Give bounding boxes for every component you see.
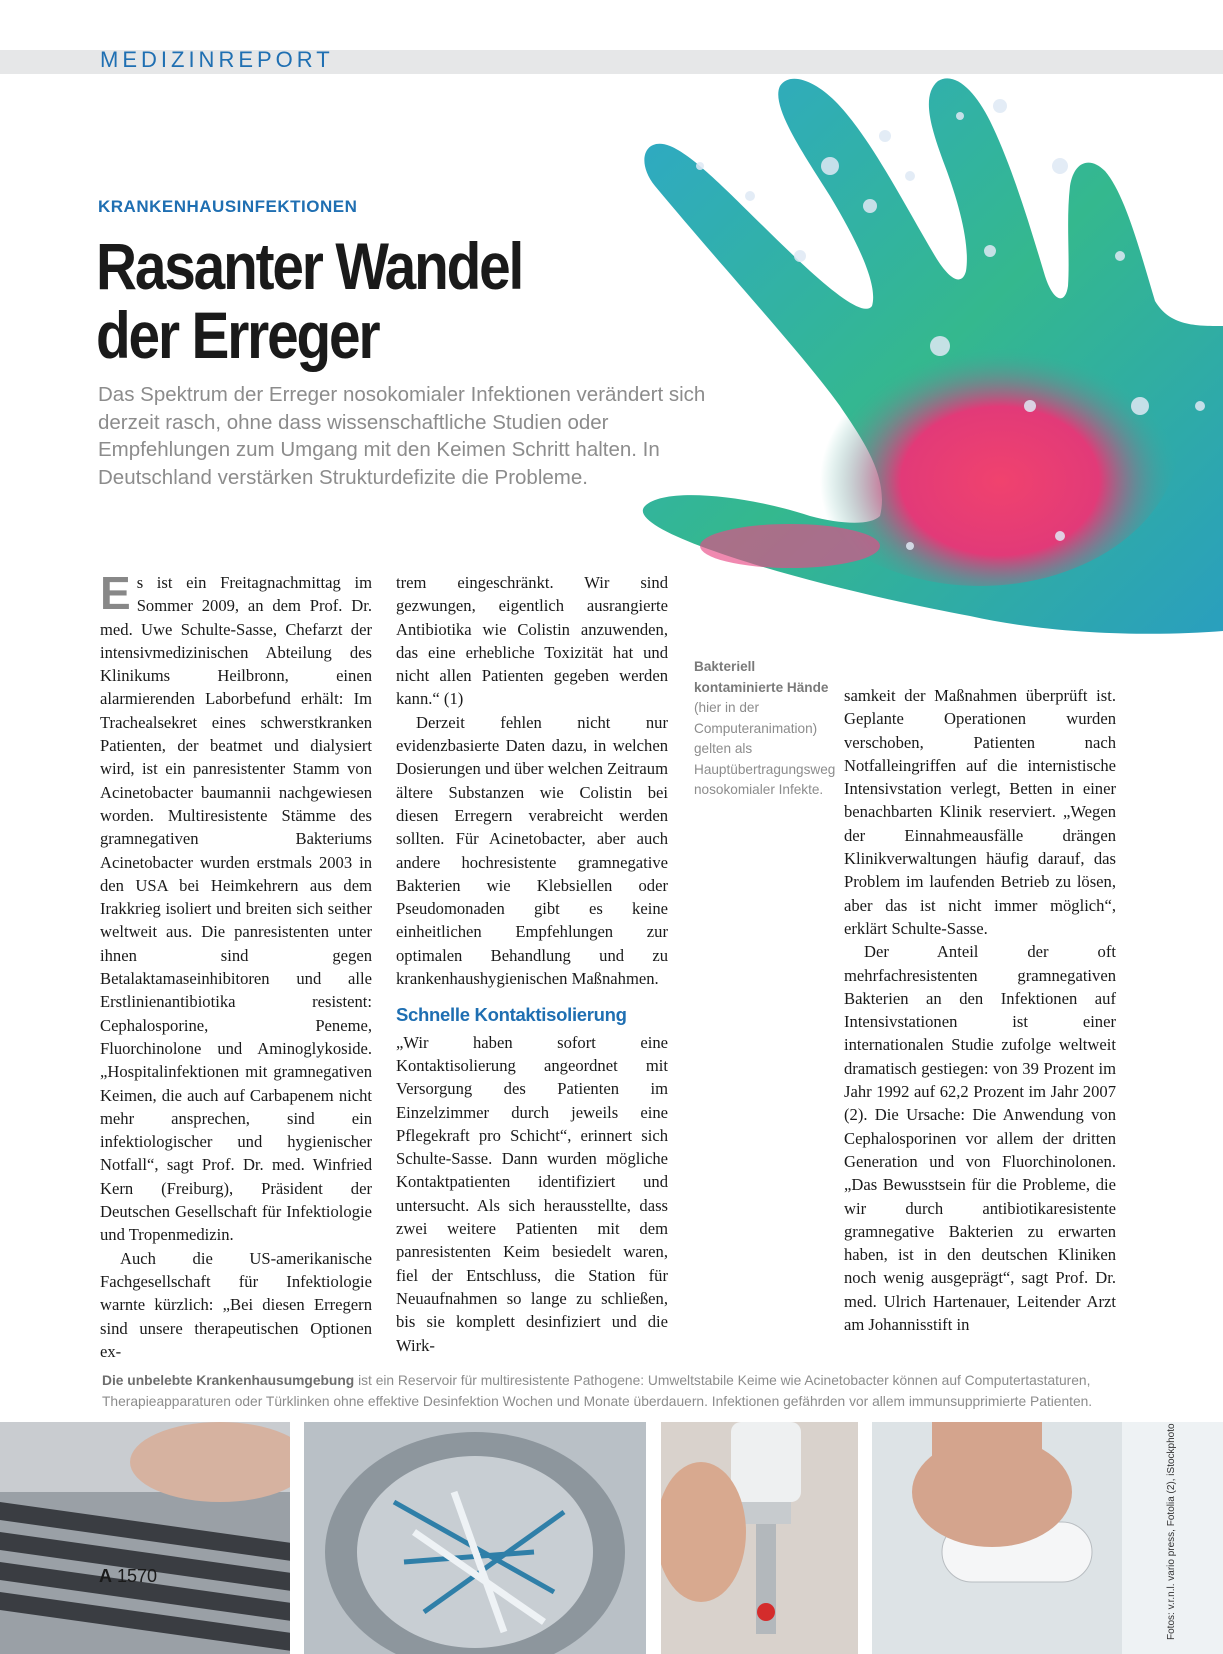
- subheading: Schnelle Kontaktisolierung: [396, 1004, 627, 1026]
- caption-text: ist ein Reservoir für multiresistente Pathogene: Umweltstabile Keime wie Acinetobacter können auf Computertastaturen, Therapieapparaturen oder Türklinken ohne effektive Desinfektion Wochen und Monate überdauern. Infektionen gefährden vor allem immunsupprimierte Patienten.: [102, 1373, 1093, 1409]
- article-kicker: KRANKENHAUSINFEKTIONEN: [98, 197, 358, 216]
- section-label: MEDIZINREPORT: [100, 47, 334, 72]
- caption-text: (hier in der Computeranimation) gelten als Hauptübertragungsweg nosokomialer Infekte.: [694, 700, 836, 797]
- article-title: [96, 229, 578, 372]
- syringes-container-photo: [304, 1422, 646, 1654]
- article-lead: Das Spektrum der Erreger nosokomialer Infektionen verändert sich derzeit rasch, ohne dass wissenschaftliche Studien oder Empfehlungen zum Umgang mit den Keimen Schritt halten. In Deutschland verstärken Strukturdefizite die Probleme.: [98, 383, 706, 489]
- page-number: [99, 1566, 157, 1587]
- body-column-3: [844, 684, 1116, 1336]
- caption-bold: Die unbelebte Krankenhausumgebung: [102, 1373, 355, 1388]
- photo-strip-caption: [102, 1370, 1122, 1412]
- body-paragraph: s ist ein Freitagnachmittag im Sommer 2009, an dem Prof. Dr. med. Uwe Schulte-Sasse, Chefarzt der intensivmedizinischen Abteilung des Klinikums Heilbronn, einen alarmierenden Laborbefund erhält: Im Trachealsekret eines schwerstkranken Patienten, der beatmet und dialysiert wird, ist ein panresistenter Stamm von Acinetobacter baumannii nachgewiesen worden. Multiresistente Stämme des gramnegativen Bakteriums Acinetobacter wurden erstmals 2003 in den USA bei Heimkehrern aus dem Irakkrieg isoliert und breiten sich seither weltweit aus. Die panresistenten unter ihnen sind gegen Betalaktamaseinhibitoren und alle Erstlinienantibiotika resistent: Cephalosporine, Peneme, Fluorchinolone und Aminoglykoside. „Hospitalinfektionen mit gramnegativen Keimen, die auch auf Carbapenem nicht mehr ansprechen, sind ein infektiologischer und hygienischer Notfall“, sagt Prof. Dr. med. Winfried Kern (Freiburg), Präsident der Deutschen Gesellschaft für Infektiologie und Tropenmedizin.: [100, 573, 372, 1245]
- body-column-2: [396, 571, 668, 1357]
- body-paragraph: Derzeit fehlen nicht nur evidenzbasierte Daten dazu, in welchen Dosierungen und über welchen Zeitraum ältere Substanzen wie Colistin bei diesen Erregern verabreicht werden sollten. Für Acinetobacter, aber auch andere hochresistente gramnegative Bakterien wie Klebsiellen oder Pseudomonaden gibt es keine einheitlichen Empfehlungen zur optimalen Behandlung und zu krankenhaushygienischen Maßnahmen.: [396, 712, 668, 989]
- keyboard-photo: [0, 1422, 290, 1654]
- body-paragraph: samkeit der Maßnahmen überprüft ist. Geplante Operationen wurden verschoben, Patienten nach Notfalleingriffen auf die internistische Intensivstation verlegt, Betten in einer benachbarten Klinik reserviert. „Wegen der Einnahmeausfälle drängen Klinikverwaltungen häufig darauf, das Problem im laufenden Betrieb zu lösen, aber das ist nicht immer möglich“, erklärt Schulte-Sasse.: [844, 686, 1116, 938]
- title-line-1: Rasanter Wandel: [96, 229, 523, 303]
- hand-image-caption: [694, 657, 836, 801]
- dropcap: E: [100, 567, 131, 619]
- page-prefix: A: [99, 1566, 112, 1586]
- body-paragraph: Der Anteil der oft mehrfachresistenten gramnegativen Bakterien an den Infektionen auf Intensivstationen ist einer internationalen Studie zufolge weltweit dramatisch gestiegen: von 39 Prozent im Jahr 1992 auf 62,2 Prozent im Jahr 2007 (2). Die Ursache: Die Anwendung von Cephalosporinen vor allem der dritten Generation und von Fluorchinolonen. „Das Bewusstsein für die Probleme, die wir durch antibiotikaresistente gramnegative Bakterien zu erwarten haben, ist in den deutschen Kliniken noch wenig ausgeprägt“, sagt Prof. Dr. med. Ulrich Hartenauer, Leitender Arzt am Johannisstift in: [844, 942, 1116, 1335]
- title-line-2: der Erreger: [96, 298, 379, 372]
- body-column-1: [100, 567, 372, 1363]
- infusion-bottle-photo: [661, 1422, 858, 1654]
- body-paragraph: „Wir haben sofort eine Kontaktisolierung angeordnet mit Versorgung des Patienten im Einzelzimmer durch jeweils eine Pflegekraft pro Schicht“, erinnert sich Schulte-Sasse. Dann wurden mögliche Kontaktpatienten identifiziert und untersucht. Als sich herausstellte, dass zwei weitere Patienten mit dem panresistenten Keim besiedelt waren, fiel der Entschluss, die Station für Neuaufnahmen so lange zu schließen, bis sie komplett desinfiziert und die Wirk-: [396, 1032, 668, 1355]
- photo-credit: Fotos: v.r.n.l. vario press, Fotolia (2), iStockphoto: [1166, 1423, 1177, 1640]
- contaminated-hand-image: [640, 76, 1223, 676]
- page-number-value: 1570: [117, 1566, 158, 1586]
- body-paragraph: Auch die US-amerikanische Fachgesellschaft für Infektiologie warnte kürzlich: „Bei diesen Erregern sind unsere therapeutischen Optionen ex-: [100, 1248, 372, 1361]
- body-paragraph: trem eingeschränkt. Wir sind gezwungen, eigentlich ausrangierte Antibiotika wie Colistin anzuwenden, das eine erhebliche Toxizität hat und nicht allen Patienten gegeben werden kann.“ (1): [396, 573, 668, 709]
- caption-bold: Bakteriell kontaminierte Hände: [694, 659, 829, 695]
